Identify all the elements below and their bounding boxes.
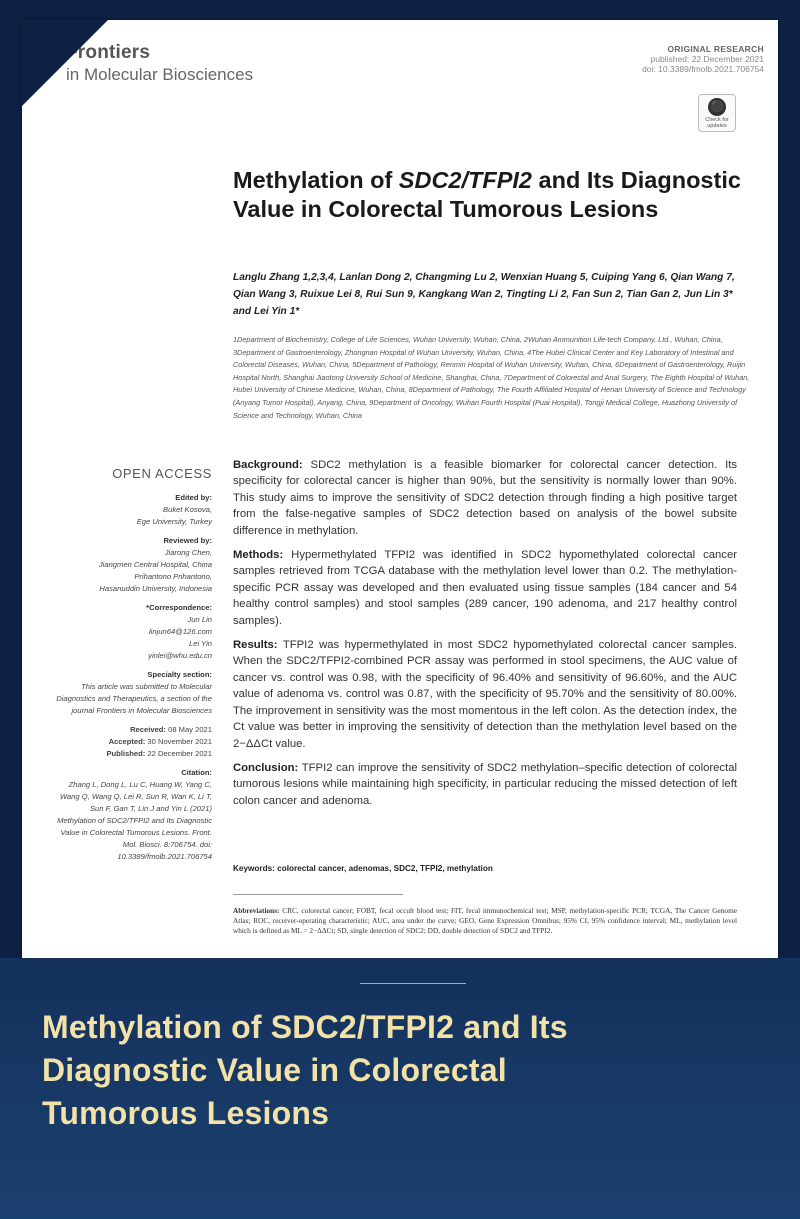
journal-name-line2: in Molecular Biosciences <box>66 65 254 84</box>
keywords-text: colorectal cancer, adenomas, SDC2, TFPI2, methylation <box>277 864 493 873</box>
correspondent-2: Lei Yin <box>189 639 212 648</box>
accepted-label: Accepted: <box>108 737 146 746</box>
editor-affiliation: Ege University, Turkey <box>136 517 212 526</box>
correspondent-1-email[interactable]: linjun64@126.com <box>148 627 212 636</box>
journal-name-line1: Frontiers <box>66 42 151 63</box>
banner-title <box>42 1006 762 1135</box>
correspondence-label: *Correspondence: <box>146 603 212 612</box>
open-access-label: OPEN ACCESS <box>112 466 212 481</box>
editor-name: Buket Kosova, <box>163 505 212 514</box>
bookmark-icon: ⚫ <box>708 98 726 116</box>
article-type: ORIGINAL RESEARCH <box>667 44 764 54</box>
published-label: Published: <box>106 749 146 758</box>
results-label: Results: <box>233 639 278 652</box>
banner-divider <box>360 983 466 984</box>
check-for-updates-badge[interactable] <box>698 94 736 132</box>
background-label: Background: <box>233 459 303 471</box>
article-sidebar <box>54 468 212 863</box>
abstract-background <box>233 457 737 539</box>
reviewer-1-name: Jiarong Chen, <box>164 548 212 557</box>
banner-title-line1: Methylation of SDC2/TFPI2 and Its <box>42 1009 568 1045</box>
abbreviations-text: CRC, colorectal cancer; FOBT, fecal occult blood test; FIT, fecal immunochemical test; MSP, methylation-specific PCR; TCGA, The Cancer Genome Atlas; ROC, receiver-operating characteristic; AUC, area under the curve; GEO, Gene Expression Omnibus; 95% CI, 95% confidence interval; ML, methylation level which is defined as ML = 2−ΔΔCt; SD, single detection of SDC2; DD, double detection of SDC2 and TFPI2. <box>233 906 737 935</box>
published-row <box>54 748 212 760</box>
published-date-sidebar: 22 December 2021 <box>147 749 212 758</box>
abstract <box>233 457 737 817</box>
abstract-results <box>233 637 737 752</box>
reviewer-2-name: Prihantono Prihantono, <box>134 572 212 581</box>
correspondent-1: Jun Lin <box>187 615 212 624</box>
correspondent-2-email[interactable]: yinlei@whu.edu.cn <box>148 651 212 660</box>
title-part2: and Its Diagnostic Value in Colorectal Tumorous Lesions <box>233 167 741 222</box>
citation-label: Citation: <box>181 768 212 777</box>
reviewer-1-affiliation: Jiangmen Central Hospital, China <box>98 560 212 569</box>
check-updates-label: Check for updates <box>705 117 729 129</box>
corner-fold <box>22 20 108 106</box>
article-meta-header <box>642 44 764 74</box>
banner-title-line3: Tumorous Lesions <box>42 1095 330 1131</box>
abbreviations <box>233 906 737 936</box>
specialty-text: This article was submitted to Molecular Diagnostics and Therapeutics, a section of the journal Frontiers in Molecular Biosciences <box>56 682 212 715</box>
reviewed-by-label: Reviewed by: <box>163 536 212 545</box>
published-date: published: 22 December 2021 <box>650 54 764 64</box>
title-genes: SDC2/TFPI2 <box>398 167 532 193</box>
paper-page <box>22 20 778 958</box>
received-date: 08 May 2021 <box>168 725 212 734</box>
article-title <box>233 166 753 224</box>
keywords <box>233 864 737 873</box>
conclusion-label: Conclusion: <box>233 761 299 774</box>
results-text: TFPI2 was hypermethylated in most SDC2 hypomethylated colorectal cancer samples. When the SDC2/TFPI2-combined PCR assay was performed in stool specimens, the AUC value of cancer vs. control was 0.98, with the specificity of 96.40% and sensitivity of 96.60%, and the AUC value of adenoma vs. control was 0.87, with the specificity of 95.70% and the sensitivity of 80.00%. The improvement in sensitivity was the most momentous in the left colon. As the detection index, the Ct value was better in improving the sensitivity of detection than the methylation level based on the 2−ΔΔCt value. <box>233 639 737 750</box>
citation-text: Zhang L, Dong L, Lu C, Huang W, Yang C, Wang Q, Wang Q, Lei R, Sun R, Wan K, Li T, Sun F, Gan T, Lin J and Yin L (2021) Methylation of SDC2/TFPI2 and Its Diagnostic Value in Colorectal Tumorous Lesions. Front. Mol. Biosci. 8:706754. doi: 10.3389/fmolb.2021.706754 <box>57 780 212 861</box>
keywords-label: Keywords: <box>233 864 275 873</box>
edited-by-label: Edited by: <box>175 493 212 502</box>
author-list: Langlu Zhang 1,2,3,4, Lanlan Dong 2, Changming Lu 2, Wenxian Huang 5, Cuiping Yang 6, Qian Wang 7, Qian Wang 3, Ruixue Lei 8, Rui Sun 9, Kangkang Wan 2, Tingting Li 2, Fan Sun 2, Tian Gan 2, Jun Lin 3* and Lei Yin 1* <box>233 272 735 317</box>
specialty-label: Specialty section: <box>147 670 212 679</box>
accepted-row <box>54 736 212 748</box>
banner-title-line2: Diagnostic Value in Colorectal <box>42 1052 507 1088</box>
affiliations: 1Department of Biochemistry, College of Life Sciences, Wuhan University, Wuhan, China, 2Wuhan Ammunition Life-tech Company, Ltd., Wuhan, China, 3Department of Gastroenterology, Zhongnan Hospital of Wuhan University, Wuhan, China, 4The Hubei Clinical Center and Key Laboratory of Intestinal and Colorectal Diseases, Wuhan, China, 5Department of Pathology, Renmin Hospital of Wuhan University, Wuhan, China, 6Department of Gastroenterology, Ruijin Hospital North, Shanghai Jiaotong University School of Medicine, Shanghai, China, 7Department of Colorectal and Anal Surgery, The Eighth Hospital of Wuhan, Hubei University of Chinese Medicine, Wuhan, China, 8Department of Pathology, The Fourth Affiliated Hospital of Henan University of Science and Technology (Anyang Tumor Hospital), Anyang, China, 9Department of Oncology, Wuhan Fourth Hospital (Puai Hospital), Tongji Medical College, Huazhong University of Science and Technology, Wuhan, China <box>233 335 750 420</box>
received-label: Received: <box>130 725 166 734</box>
abbreviations-label: Abbreviations: <box>233 906 280 915</box>
abbreviations-divider <box>233 894 403 895</box>
conclusion-text: TFPI2 can improve the sensitivity of SDC2 methylation–specific detection of colorectal tumorous lesions while maintaining high specificity, in particular reducing the missed detection of left colon cancer and adenoma. <box>233 761 737 807</box>
title-banner <box>0 958 800 1219</box>
methods-text: Hypermethylated TFPI2 was identified in SDC2 hypomethylated colorectal cancer samples retrieved from TCGA database with the methylation level lower than 0.2. The methylation-specific PCR assay was developed and then evaluated using tissue samples (184 cancer and 54 healthy control samples) and stool samples (289 cancer, 190 adenoma, and 217 healthy control samples). <box>233 549 738 627</box>
abstract-methods <box>233 547 737 629</box>
abstract-conclusion <box>233 760 737 809</box>
received-row <box>54 724 212 736</box>
doi: doi: 10.3389/fmolb.2021.706754 <box>642 64 764 74</box>
background-text: SDC2 methylation is a feasible biomarker for colorectal cancer detection. Its specificity for colorectal cancer is higher than 90%, but the sensitivity is normally lower than 90%. This study aims to improve the sensitivity of SDC2 detection through finding a high positive target from the false-negative samples of SDC2 detection based on analysis of the bowel subsite difference in methylation. <box>233 459 738 537</box>
methods-label: Methods: <box>233 549 284 562</box>
accepted-date: 30 November 2021 <box>147 737 212 746</box>
title-part1: Methylation of <box>233 167 399 193</box>
reviewer-2-affiliation: Hasanuddin University, Indonesia <box>99 584 212 593</box>
